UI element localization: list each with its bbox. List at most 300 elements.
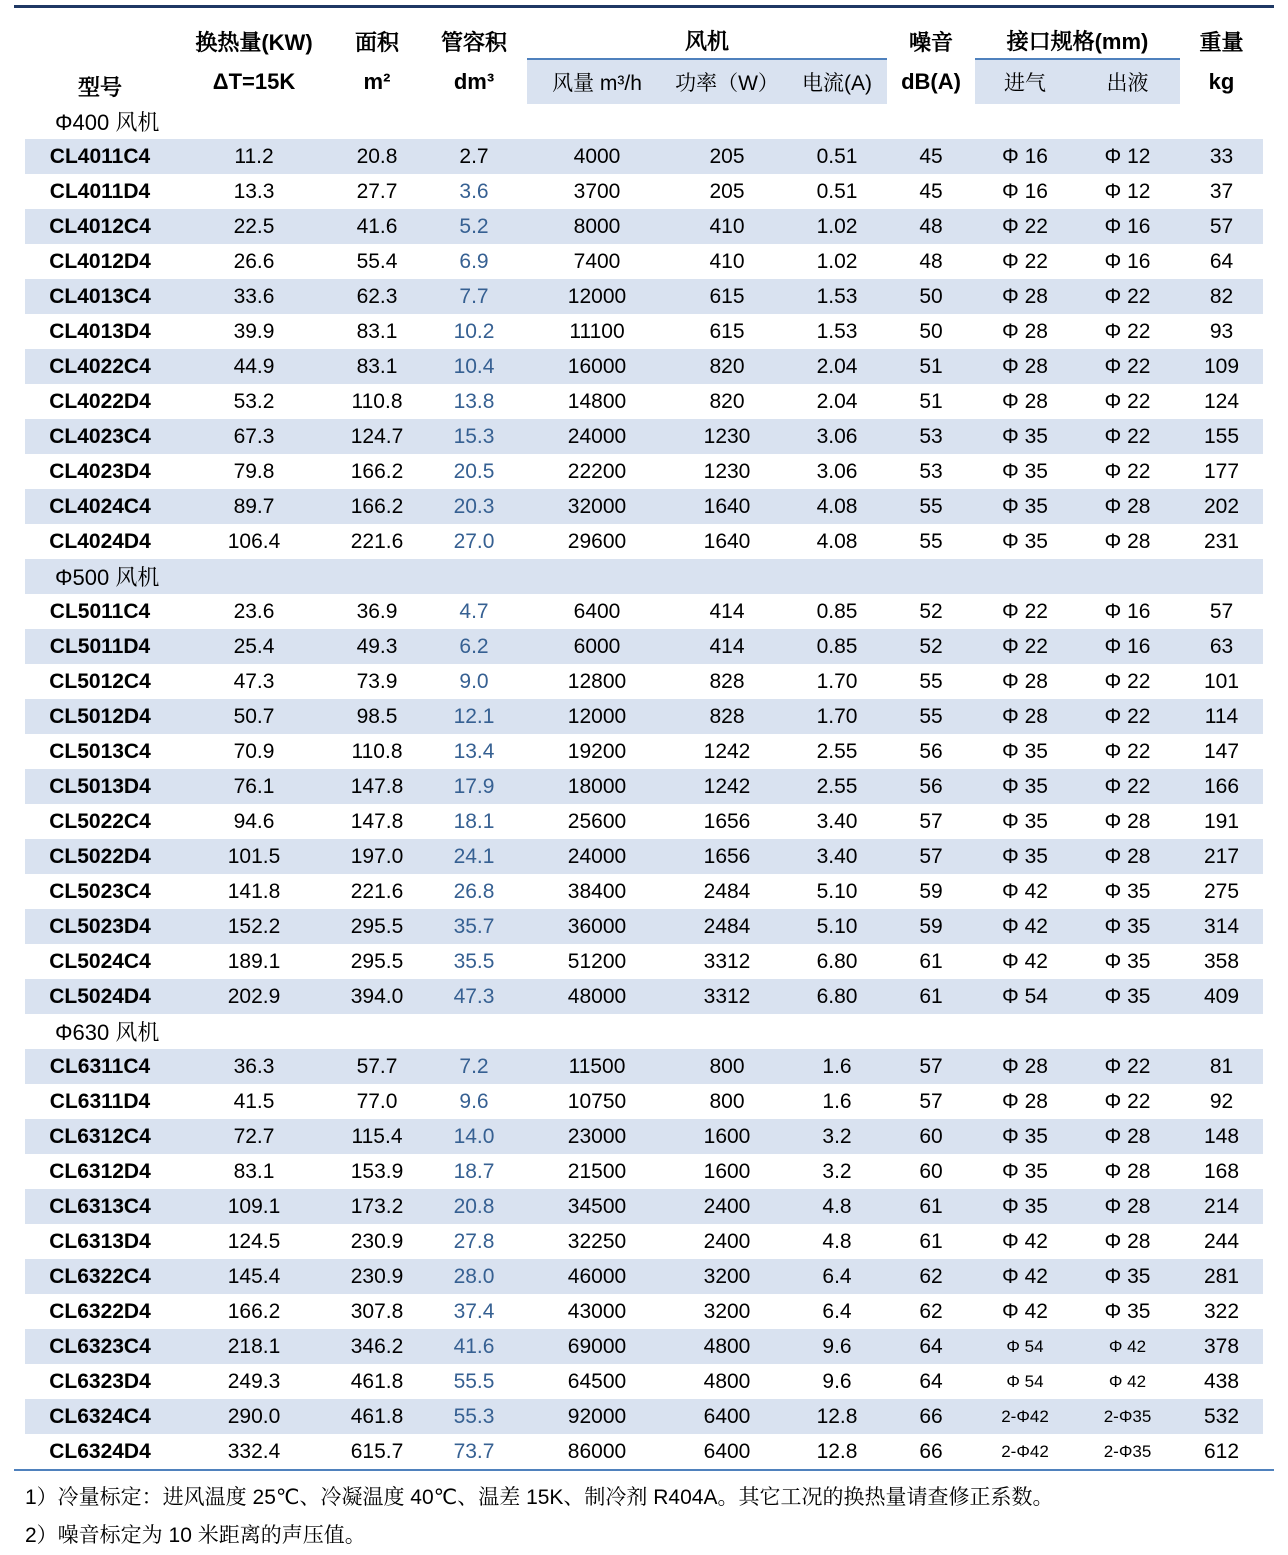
- airflow-cell: 4000: [573, 144, 621, 168]
- inlet-cell: Φ 28: [1002, 284, 1048, 308]
- noise-cell: 59: [919, 914, 943, 938]
- weight-cell: 275: [1203, 879, 1240, 903]
- power-cell: 615: [709, 319, 745, 343]
- power-cell: 6400: [703, 1439, 751, 1463]
- volume-cell: 9.6: [459, 1089, 489, 1113]
- outlet-cell: Φ 28: [1104, 494, 1151, 518]
- col-model: 型号: [77, 75, 122, 100]
- outlet-cell: Φ 42: [1108, 1336, 1147, 1356]
- noise-cell: 61: [919, 1194, 943, 1218]
- weight-cell: 409: [1203, 984, 1240, 1008]
- col-group-fan: 风机: [527, 8, 887, 59]
- current-cell: 2.55: [816, 774, 858, 798]
- area-cell: 49.3: [356, 634, 398, 658]
- outlet-cell: Φ 16: [1104, 634, 1151, 658]
- weight-cell: 166: [1203, 774, 1240, 798]
- power-cell: 800: [709, 1054, 745, 1078]
- current-cell: 5.10: [816, 914, 858, 938]
- area-cell: 77.0: [356, 1089, 398, 1113]
- model-cell: CL6322C4: [49, 1264, 151, 1288]
- area-cell: 73.9: [356, 669, 398, 693]
- outlet-cell: Φ 22: [1104, 739, 1151, 763]
- volume-cell: 35.7: [453, 914, 495, 938]
- table-row: [25, 1189, 1263, 1224]
- model-cell: CL4013C4: [49, 284, 151, 308]
- inlet-cell: Φ 16: [1002, 179, 1048, 203]
- area-cell: 197.0: [350, 844, 404, 868]
- inlet-cell: Φ 35: [1002, 774, 1048, 798]
- area-cell: 173.2: [350, 1194, 404, 1218]
- noise-cell: 48: [919, 214, 943, 238]
- noise-cell: 51: [919, 389, 943, 413]
- volume-cell: 73.7: [453, 1439, 495, 1463]
- area-cell: 110.8: [351, 389, 403, 413]
- airflow-cell: 11500: [568, 1054, 626, 1078]
- noise-cell: 57: [919, 1089, 943, 1113]
- inlet-cell: Φ 42: [1002, 1299, 1048, 1323]
- weight-cell: 64: [1209, 249, 1234, 273]
- model-cell: CL4013D4: [49, 319, 151, 343]
- noise-cell: 61: [919, 984, 943, 1008]
- current-cell: 12.8: [816, 1404, 858, 1428]
- heat-capacity-cell: 218.1: [227, 1334, 281, 1358]
- inlet-cell: Φ 42: [1002, 914, 1048, 938]
- inlet-cell: Φ 35: [1002, 529, 1048, 553]
- weight-cell: 322: [1203, 1299, 1240, 1323]
- spec-sheet-page: [0, 5, 1288, 1555]
- heat-capacity-cell: 290.0: [227, 1404, 281, 1428]
- volume-cell: 15.3: [453, 424, 495, 448]
- table-row: [25, 769, 1263, 804]
- area-cell: 57.7: [356, 1054, 398, 1078]
- table-row: [25, 1399, 1263, 1434]
- model-cell: CL4022D4: [49, 389, 151, 413]
- table-row: [25, 909, 1263, 944]
- model-cell: CL5011D4: [49, 634, 151, 658]
- airflow-cell: 12800: [567, 669, 627, 693]
- heat-capacity-cell: 189.1: [227, 949, 281, 973]
- volume-cell: 2.7: [459, 144, 489, 168]
- noise-cell: 56: [919, 739, 943, 763]
- current-cell: 0.51: [816, 179, 858, 203]
- current-cell: 0.85: [816, 599, 858, 623]
- volume-cell: 37.4: [453, 1299, 495, 1323]
- heat-capacity-cell: 50.7: [233, 704, 275, 728]
- outlet-cell: Φ 22: [1104, 319, 1151, 343]
- inlet-cell: Φ 22: [1002, 599, 1048, 623]
- airflow-cell: 12000: [567, 284, 627, 308]
- table-row: [25, 839, 1263, 874]
- heat-capacity-cell: 23.6: [233, 599, 275, 623]
- airflow-cell: 29600: [567, 529, 627, 553]
- noise-cell: 61: [919, 949, 943, 973]
- noise-cell: 55: [919, 669, 943, 693]
- heat-capacity-cell: 11.2: [234, 144, 274, 168]
- weight-cell: 244: [1203, 1229, 1240, 1253]
- current-cell: 6.4: [822, 1264, 852, 1288]
- current-cell: 3.06: [816, 459, 858, 483]
- volume-cell: 55.5: [453, 1369, 495, 1393]
- airflow-cell: 22200: [567, 459, 627, 483]
- area-cell: 166.2: [350, 459, 404, 483]
- area-cell: 230.9: [350, 1264, 404, 1288]
- weight-cell: 231: [1203, 529, 1240, 553]
- outlet-cell: Φ 28: [1104, 1229, 1151, 1253]
- power-cell: 2400: [703, 1194, 751, 1218]
- noise-cell: 59: [919, 879, 943, 903]
- noise-cell: 50: [919, 284, 943, 308]
- area-cell: 153.9: [350, 1159, 404, 1183]
- inlet-cell: Φ 54: [1006, 1371, 1044, 1391]
- noise-cell: 62: [919, 1299, 943, 1323]
- heat-capacity-cell: 79.8: [233, 459, 275, 483]
- noise-cell: 50: [919, 319, 943, 343]
- current-cell: 3.40: [816, 844, 858, 868]
- heat-capacity-cell: 76.1: [233, 774, 275, 798]
- area-cell: 461.8: [350, 1404, 404, 1428]
- outlet-cell: Φ 22: [1104, 284, 1151, 308]
- header-row-2: [25, 59, 1263, 104]
- model-cell: CL5012D4: [49, 704, 151, 728]
- col-current: 电流(A): [787, 59, 887, 104]
- table-row: [25, 734, 1263, 769]
- power-cell: 1640: [703, 529, 751, 553]
- model-cell: CL6312D4: [49, 1159, 151, 1183]
- heat-capacity-cell: 94.6: [233, 809, 275, 833]
- airflow-cell: 14800: [567, 389, 627, 413]
- heat-capacity-cell: 89.7: [233, 494, 275, 518]
- airflow-cell: 19200: [567, 739, 627, 763]
- power-cell: 1656: [703, 844, 751, 868]
- weight-cell: 148: [1203, 1124, 1240, 1148]
- power-cell: 1242: [703, 739, 751, 763]
- table-row: [25, 419, 1263, 454]
- weight-cell: 81: [1209, 1054, 1234, 1078]
- weight-cell: 101: [1203, 669, 1240, 693]
- heat-capacity-cell: 83.1: [233, 1159, 275, 1183]
- noise-cell: 53: [919, 424, 943, 448]
- area-cell: 394.0: [350, 984, 404, 1008]
- outlet-cell: Φ 28: [1104, 529, 1151, 553]
- heat-capacity-cell: 332.4: [227, 1439, 281, 1463]
- power-cell: 410: [709, 214, 745, 238]
- weight-cell: 124: [1203, 389, 1240, 413]
- area-cell: 27.7: [356, 179, 398, 203]
- inlet-cell: Φ 42: [1002, 879, 1048, 903]
- section-title: Φ500 风机: [55, 565, 160, 590]
- weight-cell: 281: [1203, 1264, 1240, 1288]
- model-cell: CL4023C4: [49, 424, 151, 448]
- col-power: 功率（W）: [667, 59, 787, 104]
- volume-cell: 13.8: [453, 389, 495, 413]
- col-weight: 重量: [1199, 30, 1244, 55]
- table-row: [25, 1259, 1263, 1294]
- inlet-cell: Φ 54: [1002, 984, 1048, 1008]
- outlet-cell: 2-Φ35: [1103, 1406, 1152, 1426]
- weight-cell: 314: [1203, 914, 1240, 938]
- inlet-cell: Φ 28: [1002, 319, 1048, 343]
- inlet-cell: Φ 22: [1002, 634, 1048, 658]
- noise-cell: 66: [919, 1439, 943, 1463]
- outlet-cell: Φ 22: [1104, 389, 1151, 413]
- area-cell: 295.5: [350, 914, 404, 938]
- table-row: [25, 279, 1263, 314]
- outlet-cell: Φ 35: [1104, 1264, 1151, 1288]
- power-cell: 2400: [703, 1229, 751, 1253]
- heat-capacity-cell: 249.3: [227, 1369, 281, 1393]
- airflow-cell: 3700: [573, 179, 621, 203]
- airflow-cell: 10750: [567, 1089, 627, 1113]
- power-cell: 2484: [703, 879, 751, 903]
- col-inlet: 进气: [975, 59, 1075, 104]
- current-cell: 12.8: [816, 1439, 858, 1463]
- footnote-1: 1）冷量标定：进风温度 25℃、冷凝温度 40℃、温差 15K、制冷剂 R404A。其它工况的换热量请查修正系数。: [25, 1486, 1054, 1509]
- noise-cell: 55: [919, 494, 943, 518]
- area-cell: 295.5: [350, 949, 404, 973]
- volume-cell: 20.3: [453, 494, 495, 518]
- noise-cell: 57: [919, 809, 943, 833]
- volume-cell: 7.2: [459, 1054, 489, 1078]
- volume-cell: 10.2: [453, 319, 495, 343]
- heat-capacity-cell: 67.3: [233, 424, 275, 448]
- airflow-cell: 36000: [567, 914, 627, 938]
- weight-cell: 191: [1203, 809, 1240, 833]
- bottom-divider-line: [14, 1469, 1274, 1471]
- airflow-cell: 6000: [573, 634, 621, 658]
- section-title: Φ630 风机: [55, 1020, 160, 1045]
- power-cell: 1656: [703, 809, 751, 833]
- col-noise-unit: dB(A): [901, 68, 961, 94]
- power-cell: 1600: [703, 1159, 751, 1183]
- airflow-cell: 23000: [567, 1124, 627, 1148]
- current-cell: 0.51: [816, 144, 858, 168]
- outlet-cell: Φ 22: [1104, 704, 1151, 728]
- airflow-cell: 86000: [567, 1439, 627, 1463]
- col-heat-capacity-unit: ΔT=15K: [212, 68, 296, 94]
- outlet-cell: Φ 28: [1104, 809, 1151, 833]
- power-cell: 1230: [703, 459, 751, 483]
- area-cell: 147.8: [350, 809, 404, 833]
- weight-cell: 438: [1203, 1369, 1240, 1393]
- table-row: [25, 1329, 1263, 1364]
- heat-capacity-cell: 36.3: [233, 1054, 275, 1078]
- heat-capacity-cell: 106.4: [227, 529, 281, 553]
- current-cell: 1.6: [822, 1089, 852, 1113]
- airflow-cell: 64500: [567, 1369, 627, 1393]
- model-cell: CL4023D4: [49, 459, 151, 483]
- area-cell: 124.7: [350, 424, 404, 448]
- inlet-cell: 2-Φ42: [1001, 1406, 1049, 1426]
- table-row: [25, 1049, 1263, 1084]
- airflow-cell: 12000: [567, 704, 627, 728]
- outlet-cell: Φ 22: [1104, 669, 1151, 693]
- inlet-cell: Φ 28: [1002, 1054, 1048, 1078]
- weight-cell: 155: [1203, 424, 1240, 448]
- heat-capacity-cell: 202.9: [227, 984, 281, 1008]
- area-cell: 55.4: [356, 249, 398, 273]
- header-row-1: [25, 8, 1263, 59]
- footnote-2: 2）噪音标定为 10 米距离的声压值。: [25, 1524, 366, 1547]
- power-cell: 1242: [703, 774, 751, 798]
- outlet-cell: Φ 35: [1104, 984, 1151, 1008]
- outlet-cell: Φ 35: [1104, 914, 1151, 938]
- current-cell: 1.02: [816, 214, 858, 238]
- current-cell: 3.2: [822, 1124, 852, 1148]
- airflow-cell: 8000: [573, 214, 621, 238]
- inlet-cell: Φ 16: [1002, 144, 1048, 168]
- airflow-cell: 46000: [567, 1264, 627, 1288]
- col-weight-unit: kg: [1208, 68, 1235, 94]
- outlet-cell: Φ 22: [1104, 354, 1151, 378]
- model-cell: CL5022D4: [49, 844, 151, 868]
- table-row: [25, 979, 1263, 1014]
- outlet-cell: Φ 12: [1104, 179, 1151, 203]
- col-tube-volume-unit: dm³: [453, 68, 495, 94]
- volume-cell: 14.0: [453, 1124, 495, 1148]
- noise-cell: 61: [919, 1229, 943, 1253]
- area-cell: 115.4: [351, 1124, 403, 1148]
- volume-cell: 12.1: [453, 704, 495, 728]
- area-cell: 230.9: [350, 1229, 404, 1253]
- volume-cell: 18.1: [453, 809, 495, 833]
- model-cell: CL4011D4: [49, 179, 151, 203]
- model-cell: CL5022C4: [49, 809, 151, 833]
- col-group-connection: 接口规格(mm): [975, 8, 1180, 59]
- col-airflow: 风量 m³/h: [527, 59, 667, 104]
- model-cell: CL5024C4: [49, 949, 151, 973]
- model-cell: CL6313C4: [49, 1194, 151, 1218]
- inlet-cell: Φ 42: [1002, 1229, 1048, 1253]
- model-cell: CL5013D4: [49, 774, 151, 798]
- heat-capacity-cell: 47.3: [233, 669, 275, 693]
- current-cell: 1.53: [816, 284, 858, 308]
- weight-cell: 358: [1203, 949, 1240, 973]
- weight-cell: 92: [1209, 1089, 1234, 1113]
- heat-capacity-cell: 145.4: [227, 1264, 281, 1288]
- inlet-cell: Φ 35: [1002, 739, 1048, 763]
- model-cell: CL6322D4: [49, 1299, 151, 1323]
- power-cell: 414: [709, 599, 745, 623]
- noise-cell: 51: [919, 354, 943, 378]
- airflow-cell: 92000: [567, 1404, 627, 1428]
- heat-capacity-cell: 25.4: [233, 634, 275, 658]
- col-area: 面积: [354, 30, 399, 55]
- model-cell: CL4024C4: [49, 494, 151, 518]
- table-row: [25, 1154, 1263, 1189]
- inlet-cell: Φ 28: [1002, 704, 1048, 728]
- noise-cell: 45: [919, 144, 943, 168]
- noise-cell: 60: [919, 1124, 943, 1148]
- area-cell: 83.1: [356, 354, 398, 378]
- airflow-cell: 34500: [567, 1194, 627, 1218]
- area-cell: 615.7: [350, 1439, 404, 1463]
- current-cell: 1.53: [816, 319, 858, 343]
- outlet-cell: Φ 16: [1104, 249, 1151, 273]
- model-cell: CL4024D4: [49, 529, 151, 553]
- model-cell: CL6311C4: [49, 1054, 151, 1078]
- airflow-cell: 48000: [567, 984, 627, 1008]
- area-cell: 461.8: [350, 1369, 404, 1393]
- current-cell: 4.8: [822, 1229, 852, 1253]
- heat-capacity-cell: 44.9: [233, 354, 275, 378]
- inlet-cell: Φ 28: [1002, 354, 1048, 378]
- current-cell: 5.10: [816, 879, 858, 903]
- area-cell: 221.6: [350, 529, 404, 553]
- table-row: [25, 1434, 1263, 1469]
- current-cell: 1.6: [822, 1054, 852, 1078]
- outlet-cell: Φ 12: [1104, 144, 1151, 168]
- outlet-cell: Φ 42: [1108, 1371, 1147, 1391]
- volume-cell: 20.5: [453, 459, 495, 483]
- table-row: [25, 1119, 1263, 1154]
- outlet-cell: Φ 22: [1104, 774, 1151, 798]
- col-outlet: 出液: [1075, 59, 1180, 104]
- outlet-cell: Φ 35: [1104, 1299, 1151, 1323]
- noise-cell: 57: [919, 844, 943, 868]
- current-cell: 4.08: [816, 494, 858, 518]
- current-cell: 0.85: [816, 634, 858, 658]
- weight-cell: 37: [1209, 179, 1234, 203]
- table-row: [25, 944, 1263, 979]
- noise-cell: 66: [919, 1404, 943, 1428]
- airflow-cell: 11100: [569, 319, 625, 343]
- airflow-cell: 7400: [573, 249, 621, 273]
- outlet-cell: Φ 22: [1104, 1054, 1151, 1078]
- volume-cell: 7.7: [459, 284, 489, 308]
- col-area-unit: m²: [363, 68, 391, 94]
- footnotes: [25, 1479, 1288, 1555]
- volume-cell: 28.0: [453, 1264, 495, 1288]
- power-cell: 410: [709, 249, 745, 273]
- inlet-cell: Φ 35: [1002, 809, 1048, 833]
- weight-cell: 177: [1203, 459, 1240, 483]
- power-cell: 820: [709, 354, 745, 378]
- area-cell: 36.9: [356, 599, 398, 623]
- volume-cell: 18.7: [453, 1159, 495, 1183]
- inlet-cell: Φ 28: [1002, 669, 1048, 693]
- weight-cell: 33: [1209, 144, 1234, 168]
- airflow-cell: 16000: [567, 354, 627, 378]
- airflow-cell: 21500: [567, 1159, 627, 1183]
- heat-capacity-cell: 70.9: [233, 739, 275, 763]
- section-header-row: [25, 1014, 1263, 1049]
- area-cell: 307.8: [350, 1299, 404, 1323]
- section-header-row: [25, 104, 1263, 139]
- area-cell: 166.2: [350, 494, 404, 518]
- model-cell: CL6312C4: [49, 1124, 151, 1148]
- inlet-cell: Φ 54: [1006, 1336, 1044, 1356]
- weight-cell: 202: [1203, 494, 1240, 518]
- spec-table: [25, 8, 1263, 1469]
- volume-cell: 55.3: [453, 1404, 495, 1428]
- inlet-cell: Φ 35: [1002, 424, 1048, 448]
- inlet-cell: Φ 35: [1002, 494, 1048, 518]
- heat-capacity-cell: 33.6: [233, 284, 275, 308]
- table-row: [25, 174, 1263, 209]
- area-cell: 83.1: [356, 319, 398, 343]
- heat-capacity-cell: 39.9: [233, 319, 275, 343]
- area-cell: 346.2: [350, 1334, 404, 1358]
- airflow-cell: 51200: [567, 949, 627, 973]
- table-row: [25, 664, 1263, 699]
- outlet-cell: Φ 16: [1104, 214, 1151, 238]
- model-cell: CL5012C4: [49, 669, 151, 693]
- outlet-cell: 2-Φ35: [1103, 1441, 1152, 1461]
- weight-cell: 57: [1209, 599, 1234, 623]
- col-heat-capacity: 换热量(KW): [195, 30, 313, 55]
- volume-cell: 9.0: [459, 669, 489, 693]
- outlet-cell: Φ 35: [1104, 879, 1151, 903]
